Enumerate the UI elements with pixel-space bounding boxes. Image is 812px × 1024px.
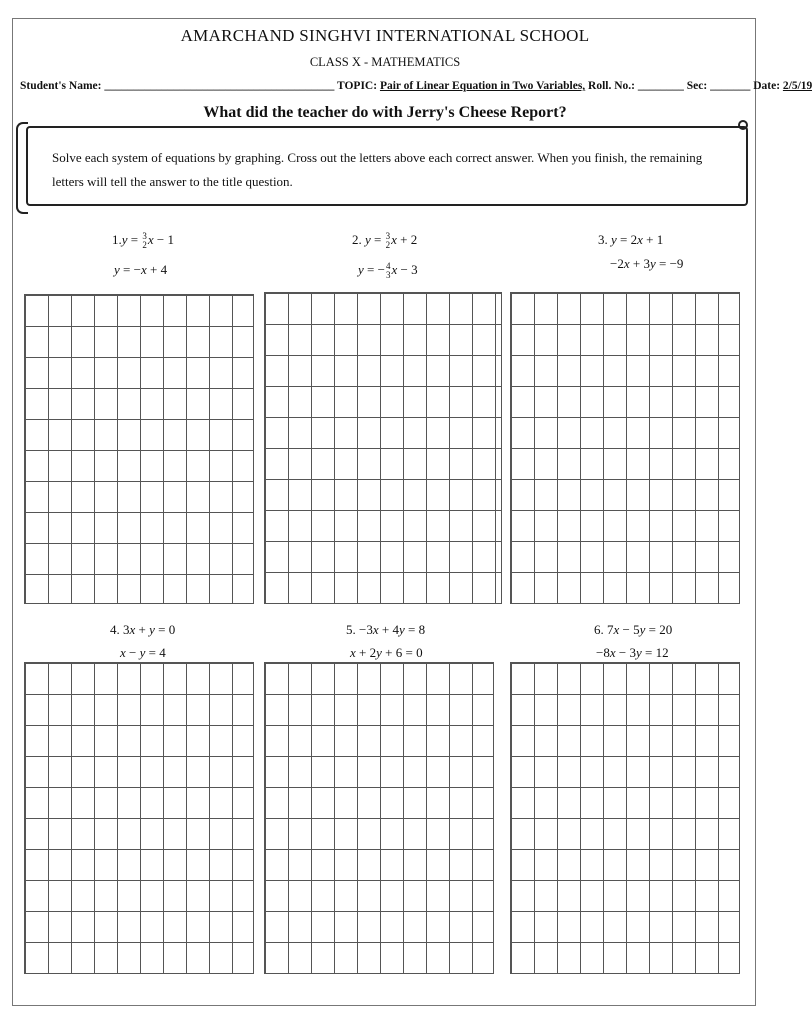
problem-4-equation-1: 4. 3x + y = 0 [110,622,176,637]
problem-5-equation-2: x + 2y + 6 = 0 [350,645,423,660]
problem-2-equation-2: y = − 4 3 x − 3 [358,261,418,281]
instructions-text: Solve each system of equations by graphing. Cross out the letters above each correct answer. When you finish, the remaining letters will tell the answer to the title question. [52,150,703,189]
topic-label: TOPIC: [337,80,378,92]
section-label: Sec: _______ [686,80,751,92]
problem-4-equation-2: x − y = 4 [120,645,166,660]
roll-no-label: Roll. No.: ________ [588,80,684,92]
problem-1-equation-1: 1.y = 3 2 x − 1 [112,231,174,251]
problem-5-graph-grid[interactable] [264,662,494,974]
problem-6-graph-grid[interactable] [510,662,740,974]
student-info-line [20,80,812,92]
problem-5-equation-1: 5. −3x + 4y = 8 [346,622,426,637]
problem-4-graph-grid[interactable] [24,662,254,974]
problem-1-graph-grid[interactable] [24,294,254,604]
problem-1-equation-2: y = −x + 4 [114,262,168,277]
class-subject: CLASS X - MATHEMATICS [309,55,461,69]
worksheet-title: What did the teacher do with Jerry's Cheese Report? [203,104,567,121]
date-value: 2/5/19 [782,80,812,92]
problem-2-number: 2. [352,232,362,247]
problem-3-equation-1: 3. y = 2x + 1 [598,232,664,247]
problem-2-equation-1: 2. y = 3 2 x + 2 [352,231,418,251]
problem-5-number: 5. [346,622,356,637]
problem-6-equation-2: −8x − 3y = 12 [596,645,669,660]
problem-6-number: 6. [594,622,604,637]
problem-3-equation-2: −2x + 3y = −9 [610,256,684,271]
date-label: Date: [753,80,781,92]
problem-1-number: 1. [112,232,122,247]
topic-value: Pair of Linear Equation in Two Variables, [379,80,586,92]
problem-6-equation-1: 6. 7x − 5y = 20 [594,622,673,637]
problem-2-graph-grid[interactable] [264,292,502,604]
student-name-label: Student's Name: ________________________________________ [20,80,335,92]
problem-3-number: 3. [598,232,608,247]
problem-4-number: 4. [110,622,120,637]
problem-3-graph-grid[interactable] [510,292,740,604]
school-name: AMARCHAND SINGHVI INTERNATIONAL SCHOOL [180,26,590,45]
